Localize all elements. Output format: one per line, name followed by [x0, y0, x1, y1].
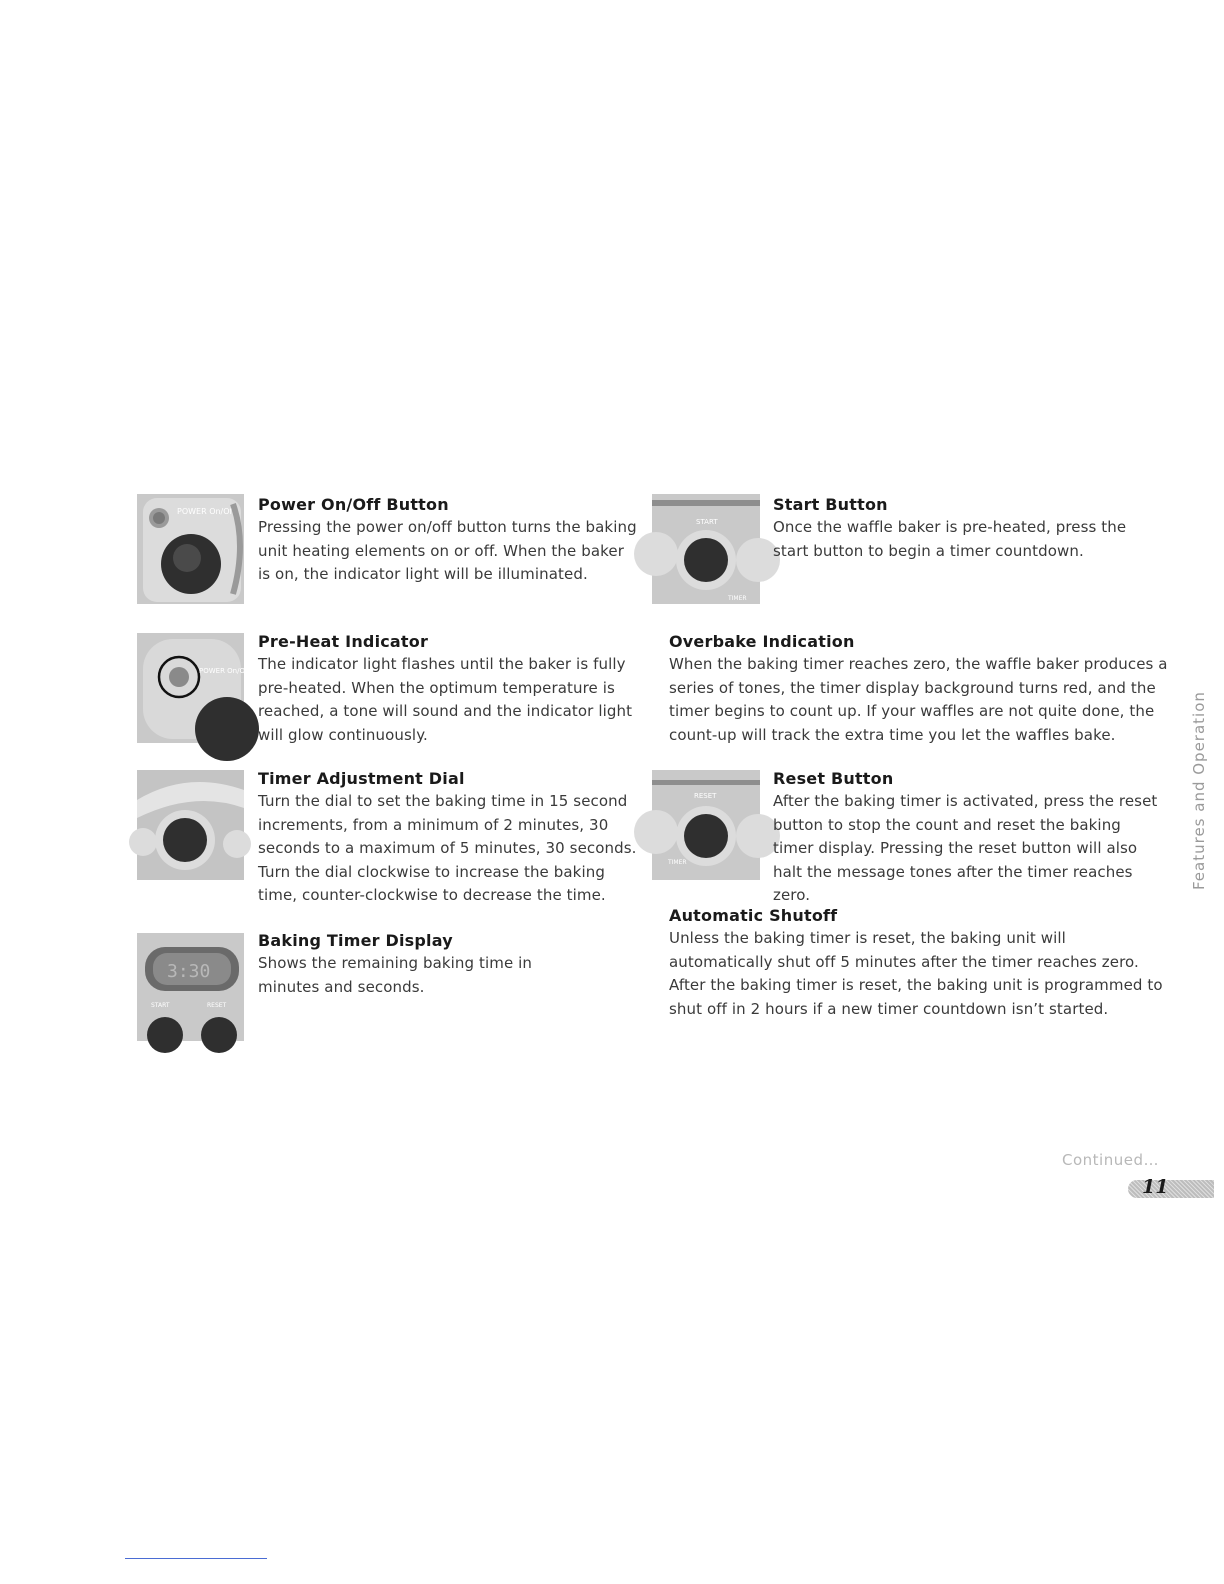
- reset-button-photo: [652, 770, 760, 880]
- start-section: [773, 494, 1153, 563]
- overbake-section: [669, 631, 1169, 747]
- reset-button-illustration: [652, 770, 760, 880]
- reset-description: After the baking timer is activated, press the reset button to stop the count and reset the baking timer display. Pressing the reset button will also halt the message tones after the timer reaches zero.: [773, 792, 1158, 904]
- timer-dial-description: Turn the dial to set the baking time in 15 second increments, from a minimum of 2 minutes, 30 seconds to a maximum of 5 minutes, 30 seconds. Turn the dial clockwise to increase the baking time, counter-clockwise to decrease the time.: [258, 792, 637, 904]
- shutoff-title: Automatic Shutoff: [669, 906, 838, 925]
- overbake-description: When the baking timer reaches zero, the waffle baker produces a series of tones, the timer display background turns red, and the timer begins to count up. If your waffles are not quite done, the count-up will track the extra time you let the waffles bake.: [669, 655, 1168, 744]
- preheat-indicator-photo: [137, 633, 250, 743]
- power-button-illustration: [137, 494, 244, 604]
- timer-display-illustration: [137, 933, 244, 1041]
- preheat-section: [258, 631, 638, 747]
- shutoff-section: [669, 905, 1169, 1021]
- preheat-title: Pre-Heat Indicator: [258, 632, 429, 651]
- timer-dial-photo: [137, 770, 244, 880]
- power-description: Pressing the power on/off button turns the baking unit heating elements on or off. When the baker is on, the indicator light will be illuminated.: [258, 518, 637, 583]
- preheat-photo-label: POWER On/Off: [199, 667, 250, 675]
- display-reset-label: RESET: [207, 1002, 227, 1009]
- timer-dial-title: Timer Adjustment Dial: [258, 769, 465, 788]
- page-number: 11: [1142, 1176, 1169, 1198]
- timer-dial-illustration: [137, 770, 244, 880]
- reset-timer-label: TIMER: [668, 859, 687, 866]
- timer-display-section: [258, 930, 598, 999]
- start-button-photo: [652, 494, 760, 604]
- chapter-side-label: Features and Operation: [1190, 691, 1208, 890]
- reset-photo-label: RESET: [694, 792, 717, 800]
- reset-title: Reset Button: [773, 769, 894, 788]
- start-button-illustration: [652, 494, 760, 604]
- shutoff-description: Unless the baking timer is reset, the baking unit will automatically shut off 5 minutes after the timer reaches zero. After the baking timer is reset, the baking unit is programmed to shut off in 2 hours if a new timer countdown isn’t started.: [669, 929, 1163, 1018]
- footer-rule: [125, 1558, 267, 1559]
- preheat-description: The indicator light flashes until the baker is fully pre-heated. When the optimum temperature is reached, a tone will sound and the indicator light will glow continuously.: [258, 655, 633, 744]
- start-photo-label: START: [696, 518, 718, 526]
- continued-note: Continued…: [1062, 1151, 1159, 1169]
- start-description: Once the waffle baker is pre-heated, press the start button to begin a timer countdown.: [773, 518, 1127, 560]
- power-button-photo: [137, 494, 244, 604]
- reset-section: [773, 768, 1163, 908]
- display-start-label: START: [151, 1002, 170, 1009]
- timer-display-description: Shows the remaining baking time in minutes and seconds.: [258, 954, 533, 996]
- start-title: Start Button: [773, 495, 888, 514]
- timer-display-value: 3:30: [167, 961, 211, 982]
- overbake-title: Overbake Indication: [669, 632, 855, 651]
- page-number-tab: [1128, 1180, 1214, 1198]
- power-photo-label: POWER On/Off: [177, 507, 236, 516]
- preheat-indicator-illustration: [137, 633, 250, 743]
- timer-display-title: Baking Timer Display: [258, 931, 453, 950]
- power-section: [258, 494, 638, 587]
- timer-dial-section: [258, 768, 638, 908]
- start-timer-label: TIMER: [728, 595, 747, 602]
- power-title: Power On/Off Button: [258, 495, 449, 514]
- timer-display-photo: [137, 933, 244, 1041]
